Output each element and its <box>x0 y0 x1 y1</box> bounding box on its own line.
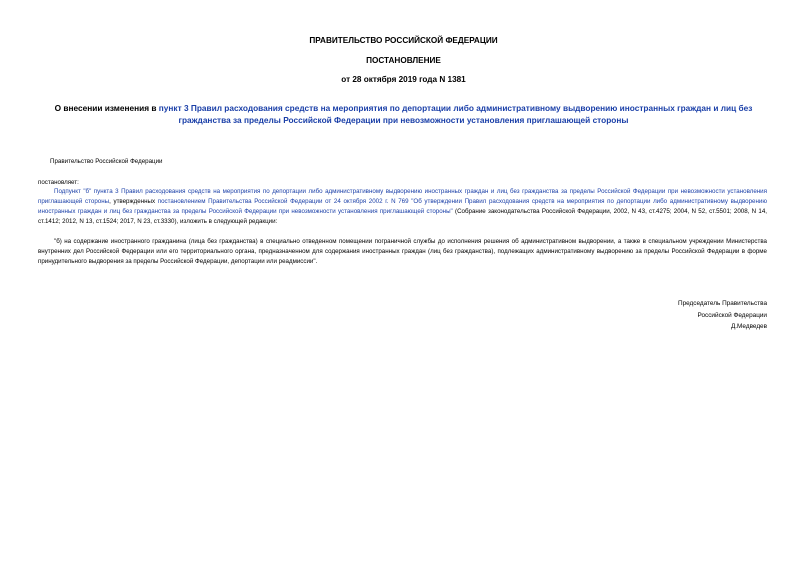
document-date-number: от 28 октября 2019 года N 1381 <box>341 75 466 84</box>
resolution-769-link[interactable]: постановлением Правительства Российской Федерации от 24 октября 2002 г. N 769 "Об утверждении Правил расходования средств на мероприятия по депортации либо административному выдворению иностранных граждан и лиц без гражданства за пределы Российской Федерации при невозможности установления приглашающей стороны" <box>38 198 767 215</box>
document-type: ПОСТАНОВЛЕНИЕ <box>366 56 441 65</box>
approved-by-text: , утвержденных <box>109 198 158 205</box>
signature-position: Председатель Правительства <box>678 300 767 307</box>
issuer-title: ПРАВИТЕЛЬСТВО РОССИЙСКОЙ ФЕДЕРАЦИИ <box>309 36 498 45</box>
amendment-paragraph <box>38 187 767 227</box>
document-subject <box>30 102 777 126</box>
signature-name: Д.Медведев <box>730 323 767 330</box>
subject-prefix: О внесении изменения в <box>54 103 159 113</box>
signature-block <box>678 298 767 333</box>
subject-rules-link[interactable]: пункт 3 Правил расходования средств на мероприятия по депортации либо административному выдворению иностранных граждан и лиц без гражданства за пределы Российской Федерации при невозможности установления приглашающей стороны <box>158 103 753 125</box>
government-line: Правительство Российской Федерации <box>50 158 163 165</box>
signature-country: Российской Федерации <box>697 311 767 319</box>
new-wording-paragraph: "б) на содержание иностранного гражданина (лица без гражданства) в специально отведенном помещении пограничной службы до исполнения решения об административном выдворении, а также в специальном учреждении Министерства внутренних дел Российской Федерации или его территориального органа, предназначенном для содержания иностранных граждан (лиц без гражданства), подлежащих административному выдворению за пределы Российской Федерации в форме принудительного выдворения за пределы Российской Федерации, депортации или реадмиссии". <box>38 238 767 265</box>
legislation-collection-text: (Собрание законодательства Российской Федерации, 2002, N 43, ст.4275; 2004, N 52, ст.5501; 2008, N 14, ст.1412; 2012, N 13, ст.1524; 2017, N 23, ст.3330), изложить в следующей редакции: <box>38 208 767 225</box>
resolves-line: постановляет: <box>38 179 79 186</box>
subpoint-link[interactable]: Подпункт "б" пункта 3 Правил расходования средств на мероприятия по депортации либо административному выдворению иностранных граждан и лиц без гражданства за пределы Российской Федерации при невозможности установления приглашающей стороны <box>38 188 767 205</box>
